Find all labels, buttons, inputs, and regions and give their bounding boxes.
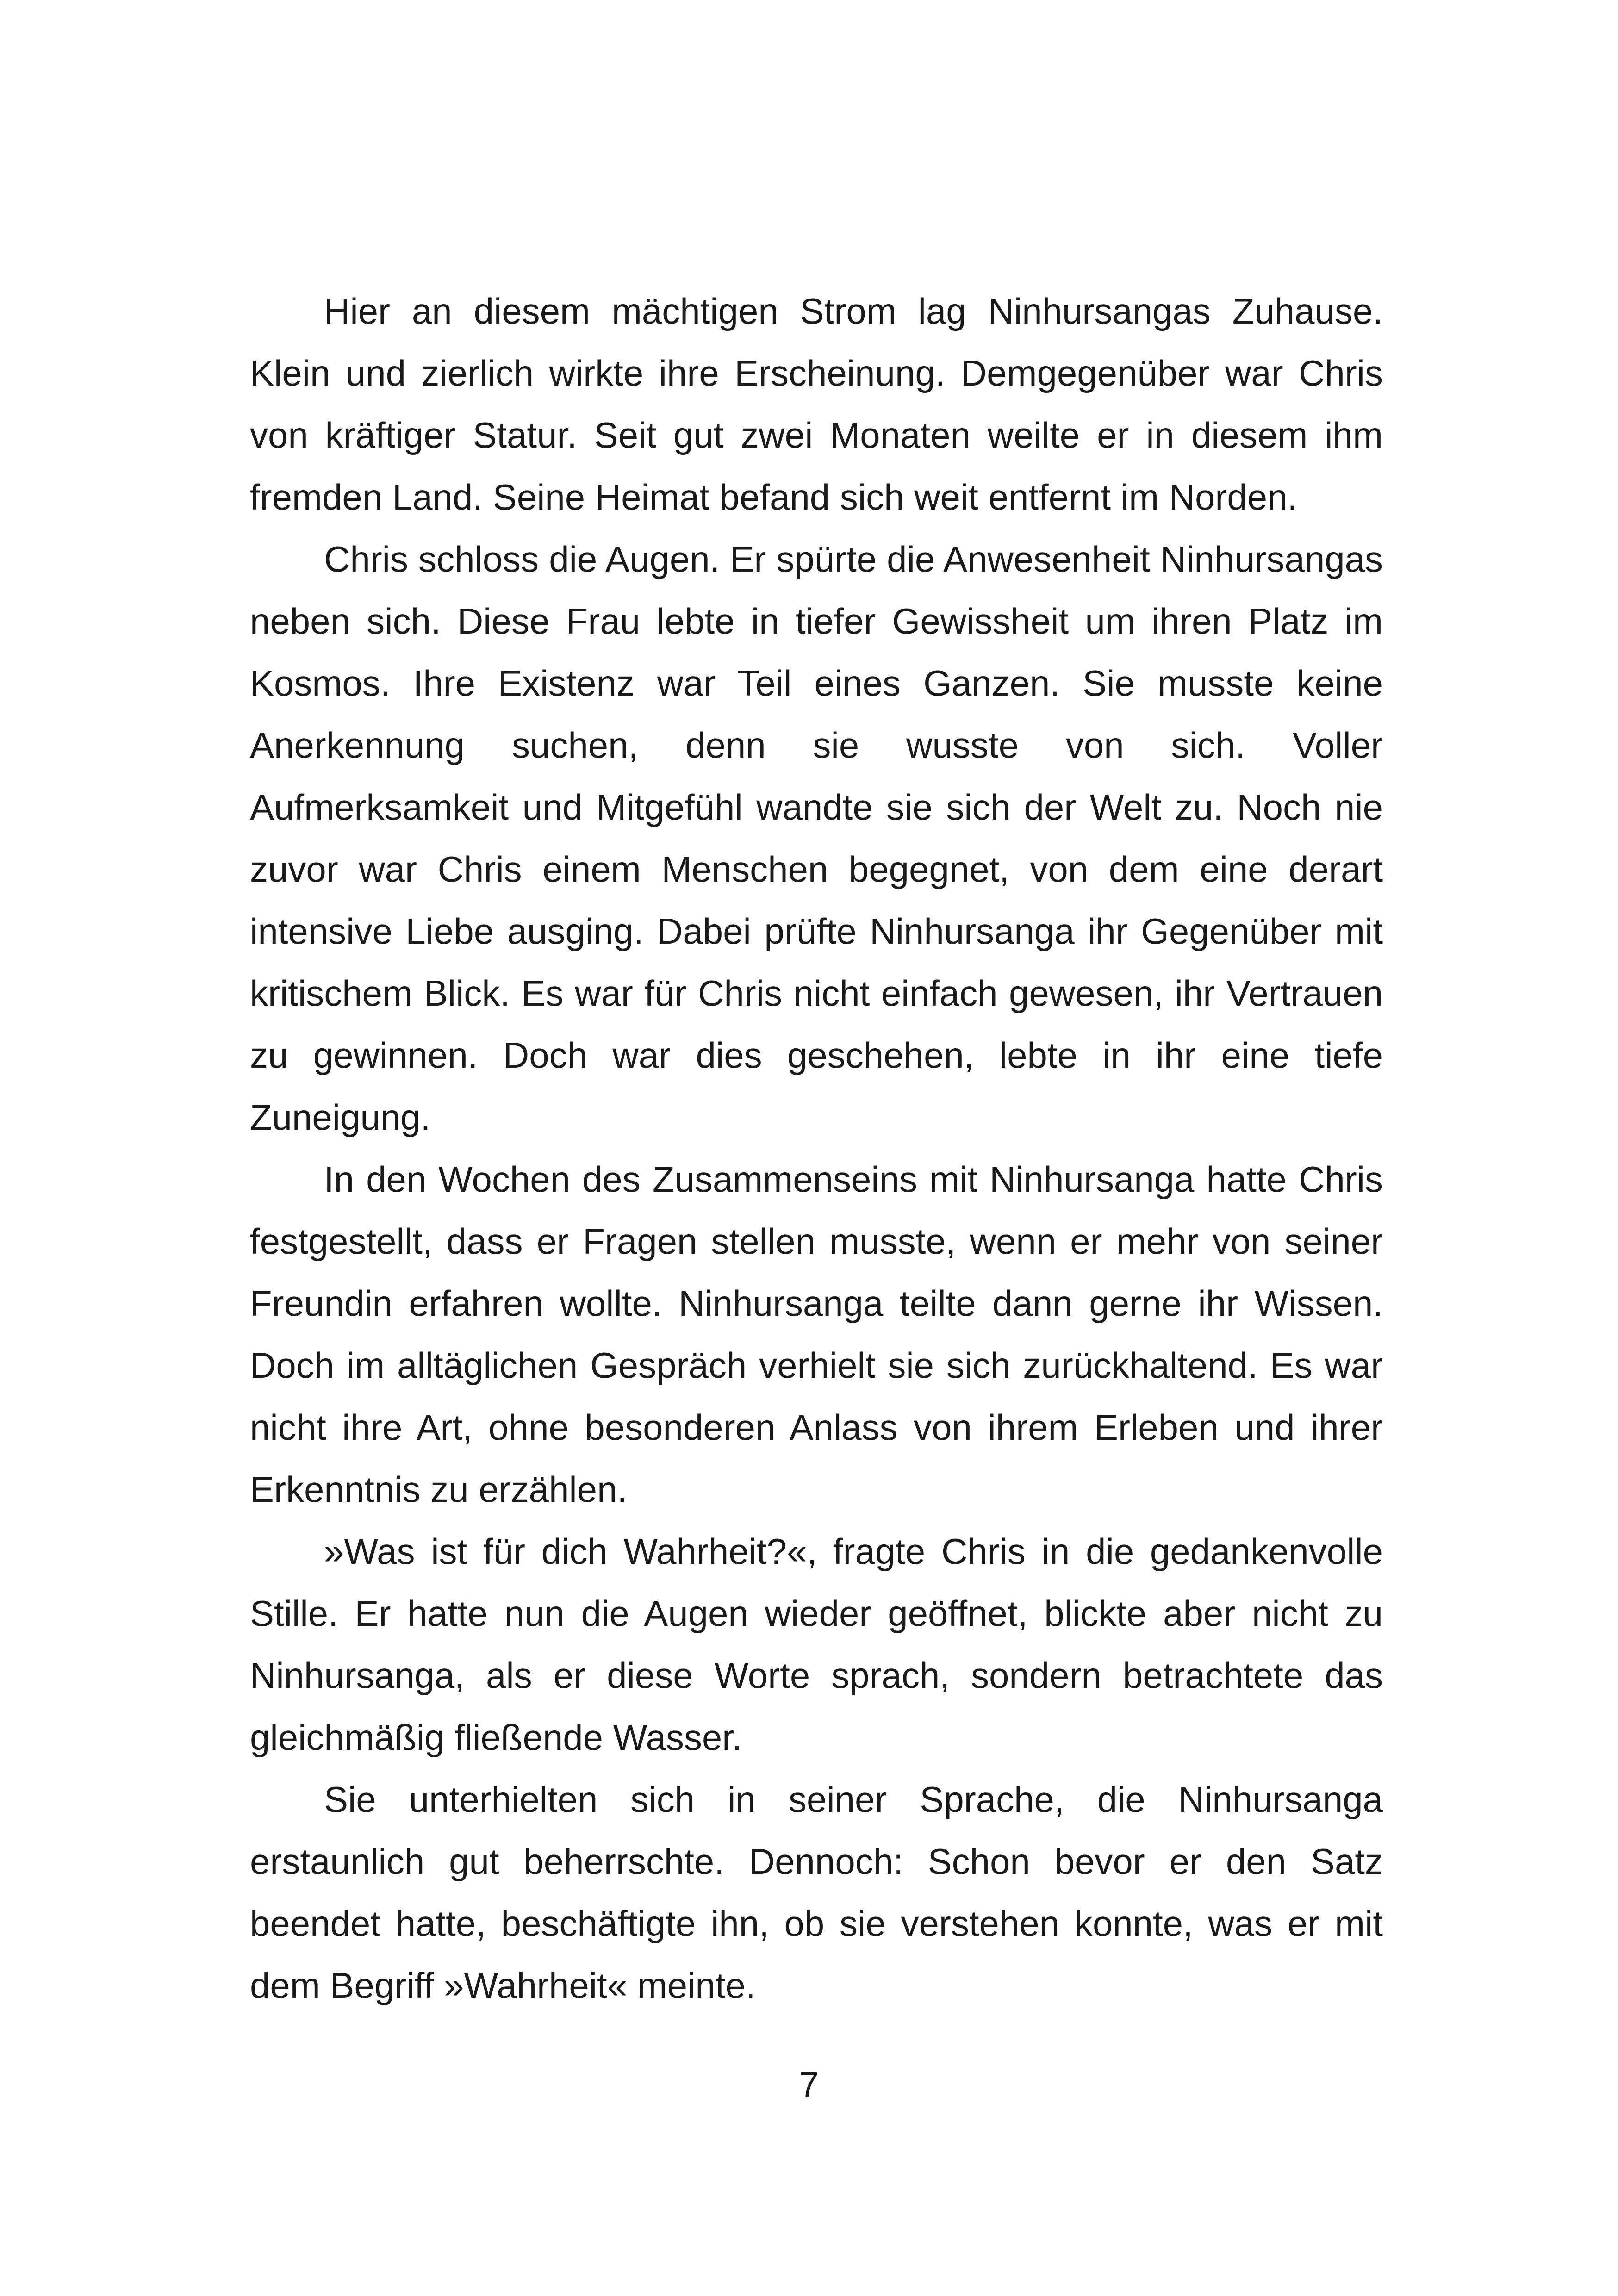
- body-text: [250, 280, 1383, 2016]
- paragraph-5: Sie unterhielten sich in seiner Sprache, die Ninhursanga erstaunlich gut beherrschte. Dennoch: Schon bevor er den Satz beendet hatte, beschäftigte ihn, ob sie verstehen konnte, was er mit dem Begriff »Wahrheit« meinte.: [250, 1779, 1383, 2006]
- paragraph-2: Chris schloss die Augen. Er spürte die Anwesenheit Ninhursangas neben sich. Diese Frau lebte in tiefer Gewissheit um ihren Platz im Kosmos. Ihre Existenz war Teil eines Ganzen. Sie musste keine Anerkennung suchen, denn sie wusste von sich. Voller Aufmerksamkeit und Mitgefühl wandte sie sich der Welt zu. Noch nie zuvor war Chris einem Menschen begegnet, von dem eine derart intensive Liebe ausging. Dabei prüfte Ninhursanga ihr Gegenüber mit kritischem Blick. Es war für Chris nicht einfach gewesen, ihr Vertrauen zu gewinnen. Doch war dies geschehen, lebte in ihr eine tiefe Zuneigung.: [250, 539, 1383, 1138]
- page-number: 7: [799, 2065, 819, 2104]
- paragraph-4: »Was ist für dich Wahrheit?«, fragte Chris in die gedankenvolle Stille. Er hatte nun die Augen wieder geöffnet, blickte aber nicht zu Ninhursanga, als er diese Worte sprach, sondern betrachtete das gleichmäßig fließende Wasser.: [250, 1531, 1383, 1758]
- paragraph-1: Hier an diesem mächtigen Strom lag Ninhursangas Zuhause. Klein und zierlich wirkte ihre Erscheinung. Demgegenüber war Chris von kräftiger Statur. Seit gut zwei Monaten weilte er in diesem ihm fremden Land. Seine Heimat befand sich weit entfernt im Norden.: [250, 291, 1383, 517]
- paragraph-3: In den Wochen des Zusammenseins mit Ninhursanga hatte Chris festgestellt, dass er Fragen stellen musste, wenn er mehr von seiner Freundin erfahren wollte. Ninhursanga teilte dann gerne ihr Wissen. Doch im alltäglichen Gespräch verhielt sie sich zurückhaltend. Es war nicht ihre Art, ohne besonderen Anlass von ihrem Erleben und ihrer Erkenntnis zu erzählen.: [250, 1159, 1383, 1510]
